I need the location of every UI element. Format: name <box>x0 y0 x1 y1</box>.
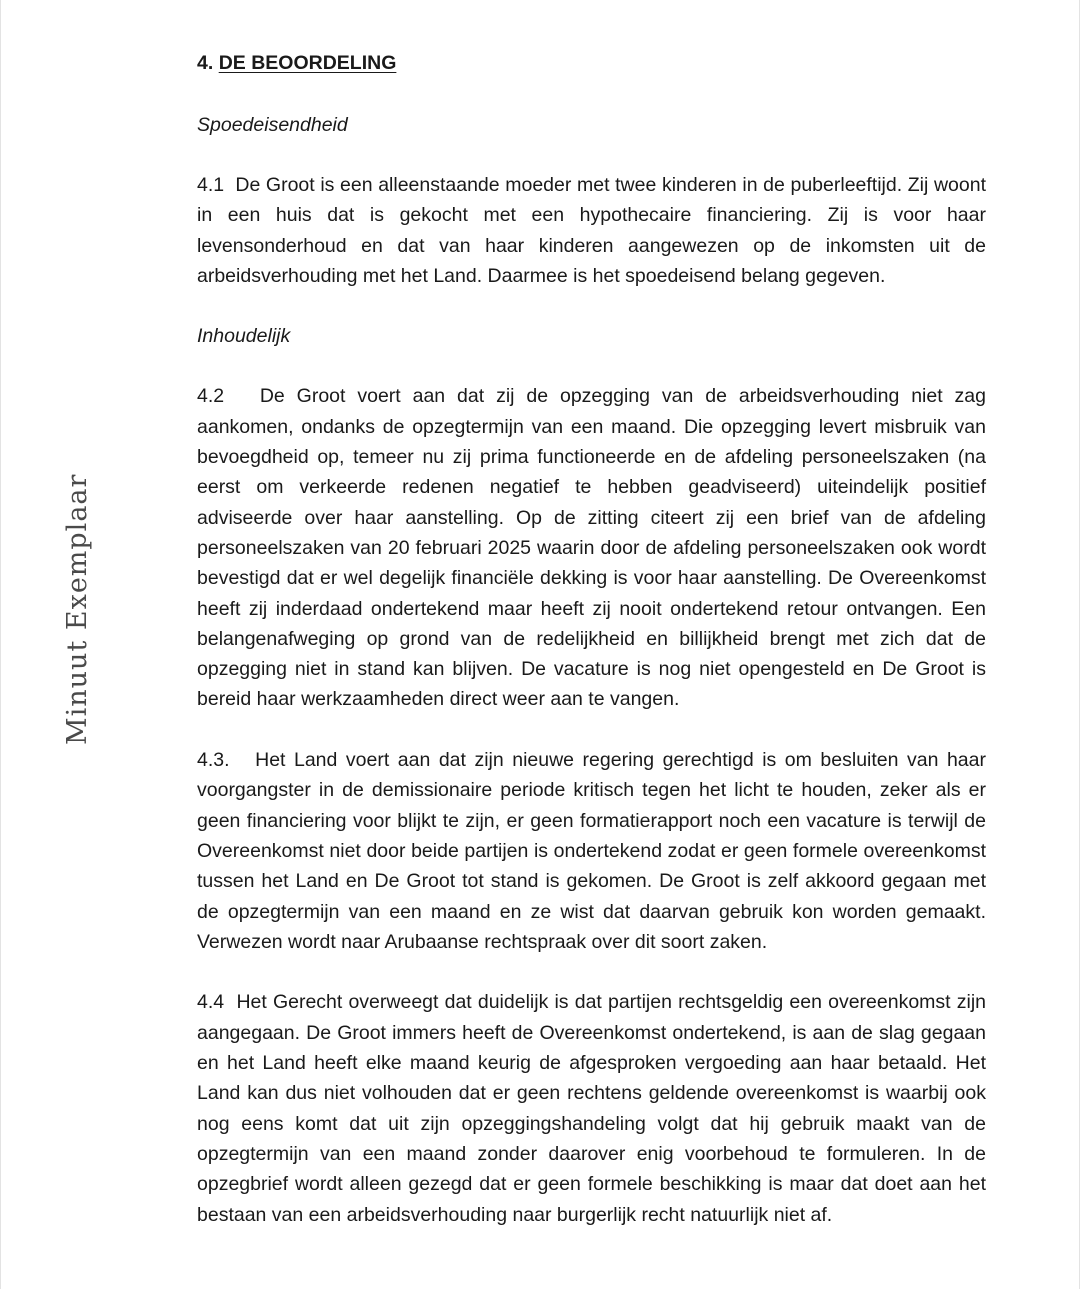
paragraph-number: 4.3. <box>197 749 230 772</box>
subheading-inhoudelijk: Inhoudelijk <box>197 325 291 348</box>
minuut-exemplaar-stamp: Minuut Exemplaar <box>62 473 93 745</box>
section-number: 4. <box>197 52 214 74</box>
paragraph-text: De Groot voert aan dat zij de opzegging van de arbeidsverhouding niet zag aankomen, ondanks de opzegtermijn van een maand. Die opzegging levert misbruik van bevoegdheid op, temeer nu zij prima functioneerde en de afdeling personeelszaken (na eerst om verkeerde redenen negatief te hebben geadviseerd) uiteindelijk positief adviseerde over haar aanstelling. Op de zitting citeert zij een brief van de afdeling personeelszaken van 20 februari 2025 waarin door de afdeling personeelszaken ook wordt bevestigd dat er wel degelijk financiële dekking is voor haar aanstelling. De Overeenkomst heeft zij inderdaad ondertekend maar heeft zij nooit ondertekend retour ontvangen. Een belangenafweging op grond van de redelijkheid en billijkheid brengt met zich dat de opzegging niet in stand kan blijven. De vacature is nog niet opengesteld en De Groot is bereid haar werkzaamheden direct weer aan te vangen. <box>197 385 986 711</box>
paragraph-text: Het Gerecht overweegt dat duidelijk is dat partijen rechtsgeldig een overeenkomst zijn aangegaan. De Groot immers heeft de Overeenkomst ondertekend, is aan de slag gegaan en het Land heeft elke maand keurig de afgesproken vergoeding aan haar betaald. Het Land kan dus niet volhouden dat er geen rechtens geldende overeenkomst is waarbij ook nog eens komt dat uit zijn opzeggingshandeling volgt dat hij gebruik maakt van de opzegtermijn van een maand zonder daarover enig voorbehoud te formuleren. In de opzegbrief wordt alleen gezegd dat er geen formele beschikking is maar dat doet aan het bestaan van een arbeidsverhouding naar burgerlijk recht natuurlijk niet af. <box>197 991 986 1226</box>
paragraph-4-2 <box>197 381 986 714</box>
document-body <box>197 48 986 1260</box>
section-title: DE BEOORDELING <box>218 52 397 74</box>
paragraph-number: 4.1 <box>197 174 225 196</box>
paragraph-4-1 <box>197 170 986 291</box>
paragraph-number: 4.4 <box>197 991 225 1014</box>
paragraph-text: Het Land voert aan dat zijn nieuwe regering gerechtigd is om besluiten van haar voorgangster in de demissionaire periode kritisch tegen het licht te houden, zeker als er geen financiering voor blijkt te zijn, er geen formatierapport noch een vacature is terwijl de Overeenkomst niet door beide partijen is ondertekend zodat er geen formele overeenkomst tussen het Land en De Groot tot stand is gekomen. De Groot is zelf akkoord gegaan met de opzegtermijn van een maand en ze wist dat daarvan gebruik kon worden gemaakt. Verwezen wordt naar Arubaanse rechtspraak over dit soort zaken. <box>197 749 986 953</box>
paragraph-4-4 <box>197 987 986 1229</box>
paragraph-4-3 <box>197 745 986 957</box>
section-heading <box>197 48 986 78</box>
paragraph-text: De Groot is een alleenstaande moeder met twee kinderen in de puberleeftijd. Zij woont in een huis dat is gekocht met een hypothecaire financiering. Zij is voor haar levensonderhoud en dat van haar kinderen aangewezen op de inkomsten uit de arbeidsverhouding met het Land. Daarmee is het spoedeisend belang gegeven. <box>197 174 987 287</box>
paragraph-number: 4.2 <box>197 385 225 408</box>
subheading-spoedeisendheid: Spoedeisendheid <box>197 114 348 136</box>
